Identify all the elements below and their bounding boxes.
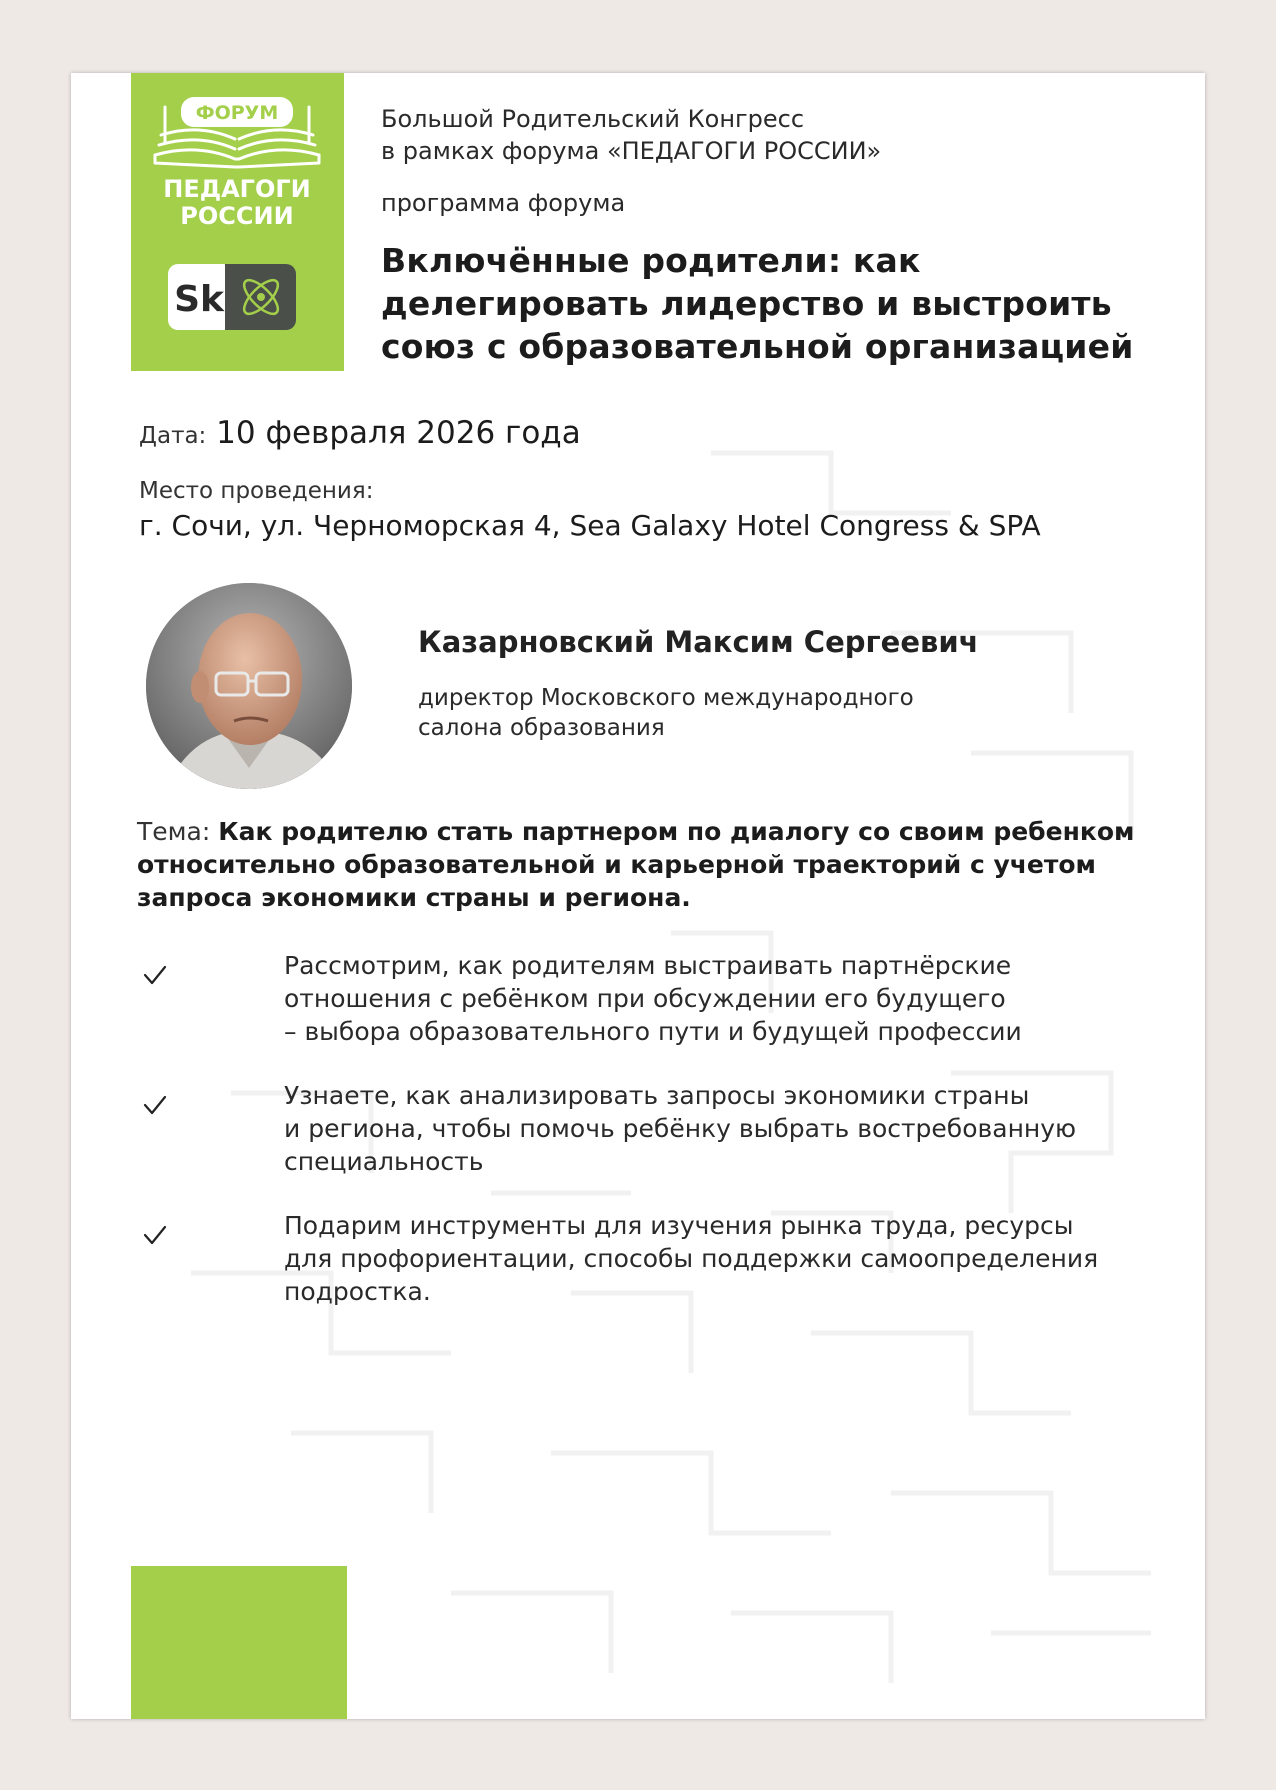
topic-text-line-1: Как родителю стать партнером по диалогу со своим ребенком <box>218 817 1135 846</box>
svg-text:Sk: Sk <box>174 279 224 320</box>
bullet-line-1: Подарим инструменты для изучения рынка труда, ресурсы <box>284 1211 1074 1240</box>
forum-logo-block <box>131 73 344 371</box>
topic-label: Тема: <box>137 817 211 846</box>
forum-logo <box>131 73 344 371</box>
program-page <box>71 73 1205 1719</box>
date-value: 10 февраля 2026 года <box>216 415 581 451</box>
speaker-role-line-2: салона образования <box>418 715 665 741</box>
bullet-line-3: – выбора образовательного пути и будущей профессии <box>284 1017 1022 1046</box>
svg-text:ФОРУМ: ФОРУМ <box>195 102 279 124</box>
date-label: Дата: <box>139 423 207 449</box>
topic-text-line-2: относительно образовательной и карьерной траекторий с учетом <box>137 850 1096 879</box>
bullet-line-2: и региона, чтобы помочь ребёнку выбрать востребованную <box>284 1114 1077 1143</box>
bullet-line-1: Узнаете, как анализировать запросы экономики страны <box>284 1081 1030 1110</box>
venue-label: Место проведения: <box>139 478 374 504</box>
congress-line-2: в рамках форума «ПЕДАГОГИ РОССИИ» <box>381 137 882 165</box>
svg-text:ПЕДАГОГИ: ПЕДАГОГИ <box>163 175 311 203</box>
session-title-line-2: делегировать лидерство и выстроить <box>381 284 1112 323</box>
bullet-line-2: для профориентации, способы поддержки самоопределения <box>284 1244 1099 1273</box>
speaker-role-line-1: директор Московского международного <box>418 685 914 711</box>
bullet-line-3: подростка. <box>284 1277 431 1306</box>
congress-title <box>381 103 1181 167</box>
topic-text-line-3: запроса экономики страны и региона. <box>137 883 691 912</box>
venue-value: г. Сочи, ул. Черноморская 4, Sea Galaxy Hotel Congress & SPA <box>139 509 1041 542</box>
header <box>381 103 1181 368</box>
bullet-line-2: отношения с ребёнком при обсуждении его будущего <box>284 984 1006 1013</box>
speaker-role <box>418 683 978 743</box>
event-date <box>139 415 581 451</box>
check-icon <box>141 1091 169 1119</box>
speaker-avatar <box>146 583 352 789</box>
bullet-line-1: Рассмотрим, как родителям выстраивать партнёрские <box>284 951 1012 980</box>
bullet-text <box>284 1209 1164 1308</box>
speaker-name: Казарновский Максим Сергеевич <box>418 625 979 659</box>
decorative-green-square <box>131 1566 347 1719</box>
bullet-text <box>284 949 1164 1048</box>
session-title-line-1: Включённые родители: как <box>381 241 921 280</box>
session-title-line-3: союз с образовательной организацией <box>381 327 1134 366</box>
svg-text:РОССИИ: РОССИИ <box>180 202 294 230</box>
congress-line-1: Большой Родительский Конгресс <box>381 105 805 133</box>
session-title <box>381 239 1181 368</box>
check-icon <box>141 1221 169 1249</box>
check-icon <box>141 961 169 989</box>
bullet-line-3: специальность <box>284 1147 484 1176</box>
program-label: программа форума <box>381 189 626 217</box>
bullet-text <box>284 1079 1164 1178</box>
topic <box>137 815 1177 914</box>
